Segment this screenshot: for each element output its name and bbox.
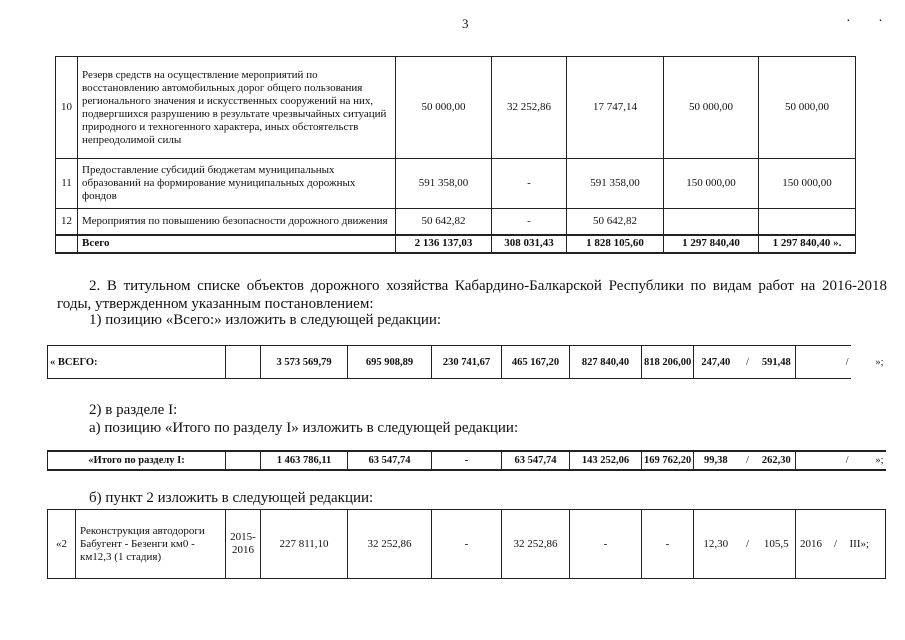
total-label: Всего — [78, 235, 396, 253]
row-label: «Итого по разделу I: — [48, 451, 226, 470]
cell-value: 1 463 786,11 — [261, 451, 348, 470]
cell-value: 143 252,06 — [570, 451, 642, 470]
cell-value: 63 547,74 — [348, 451, 432, 470]
cell-value: 17 747,14 — [567, 57, 664, 159]
cell-value: 591,48 — [758, 346, 796, 379]
cell-value: - — [432, 510, 502, 579]
cell-value: - — [432, 451, 502, 470]
cell-value: 32 252,86 — [348, 510, 432, 579]
row-description: Резерв средств на осуществление мероприятий по восстановлению автомобильных дорог общего пользования регионального значения и искусственных сооружений на них, подвергшихся разрушению в результате чрезвычайных ситуаций природного и техногенного характера, иных обстоятельств непреодолимой силы — [78, 57, 396, 159]
cell-value: III»; — [846, 510, 886, 579]
paragraph-2: 2. В титульном списке объектов дорожного хозяйства Кабардино-Балкарской Республики по видам работ на 2016-2018 годы, утвержденном указанным постановлением: — [57, 278, 887, 312]
cell-closing-mark: »; — [851, 451, 886, 470]
cell-separator: / — [796, 451, 851, 470]
cell-value: 818 206,00 — [642, 346, 694, 379]
paragraph-2-1: 1) позицию «Всего:» изложить в следующей редакции: — [89, 312, 442, 328]
table-row — [56, 159, 856, 209]
cell-closing-mark: »; — [875, 356, 884, 368]
cell-value: - — [492, 209, 567, 235]
row-description: Мероприятия по повышению безопасности дорожного движения — [78, 209, 396, 235]
table-row — [56, 57, 856, 159]
total-value: 1 828 105,60 — [567, 235, 664, 253]
cell-value: 262,30 — [758, 451, 796, 470]
row-number: 12 — [56, 209, 78, 235]
paragraph-3-b: б) пункт 2 изложить в следующей редакции: — [89, 490, 374, 506]
row-number: 11 — [56, 159, 78, 209]
row-label: « ВСЕГО: — [48, 346, 226, 379]
cell-value: 32 252,86 — [502, 510, 570, 579]
cell-value: 50 000,00 — [396, 57, 492, 159]
cell-value: 827 840,40 — [570, 346, 642, 379]
cell-value — [759, 209, 856, 235]
corner-marks: · · — [846, 14, 895, 29]
cell-value — [664, 209, 759, 235]
item-2-table — [47, 509, 886, 579]
paragraph-3: 2) в разделе I: — [89, 402, 178, 418]
cell-value: - — [492, 159, 567, 209]
cell-value — [226, 346, 261, 379]
total-value: 2 136 137,03 — [396, 235, 492, 253]
row-number — [56, 235, 78, 253]
cell-value: 50 642,82 — [396, 209, 492, 235]
total-value: 308 031,43 — [492, 235, 567, 253]
page-number: 3 — [462, 16, 469, 31]
cell-value: 63 547,74 — [502, 451, 570, 470]
cell-value: - — [570, 510, 642, 579]
cell-value: 12,30 — [694, 510, 738, 579]
cell-value: 32 252,86 — [492, 57, 567, 159]
cell-value — [226, 451, 261, 470]
cell-value: 591 358,00 — [396, 159, 492, 209]
cell-separator: / — [738, 510, 758, 579]
cell-value: - — [642, 510, 694, 579]
cell-value: 591 358,00 — [567, 159, 664, 209]
cell-value: 695 908,89 — [348, 346, 432, 379]
cell-years: 2015-2016 — [226, 510, 261, 579]
row-number: «2 — [48, 510, 76, 579]
cell-value: 50 000,00 — [759, 57, 856, 159]
cell-separator: / — [796, 346, 851, 379]
table-row — [48, 510, 886, 579]
cell-value: 2016 — [796, 510, 826, 579]
row-description: Предоставление субсидий бюджетам муниципальных образований на формирование муниципальных дорожных фондов — [78, 159, 396, 209]
paragraph-3-a: а) позицию «Итого по разделу I» изложить в следующей редакции: — [89, 420, 519, 436]
cell-value: 50 000,00 — [664, 57, 759, 159]
cell-separator: / — [826, 510, 846, 579]
cell-value: 169 762,20 — [642, 451, 694, 470]
table-row — [56, 209, 856, 235]
row-number: 10 — [56, 57, 78, 159]
cell-value: 150 000,00 — [664, 159, 759, 209]
cell-value: 230 741,67 — [432, 346, 502, 379]
cell-value: 465 167,20 — [502, 346, 570, 379]
cell-separator: / — [738, 346, 758, 379]
cell-value: 105,5 — [758, 510, 796, 579]
section-total-table — [47, 450, 886, 471]
cell-value: 3 573 569,79 — [261, 346, 348, 379]
total-value: 1 297 840,40 ». — [759, 235, 856, 253]
funding-table — [55, 56, 856, 254]
cell-value: 150 000,00 — [759, 159, 856, 209]
row-description: Реконструкция автодороги Бабугент - Безенги км0 - км12,3 (1 стадия) — [76, 510, 226, 579]
table-row — [48, 451, 886, 470]
total-value: 1 297 840,40 — [664, 235, 759, 253]
total-row — [56, 235, 856, 253]
cell-value: 227 811,10 — [261, 510, 348, 579]
table-row — [48, 346, 886, 379]
cell-separator: / — [738, 451, 758, 470]
cell-value: 50 642,82 — [567, 209, 664, 235]
cell-value: 99,38 — [694, 451, 738, 470]
cell-value: 247,40 — [694, 346, 738, 379]
grand-total-table — [47, 345, 886, 379]
